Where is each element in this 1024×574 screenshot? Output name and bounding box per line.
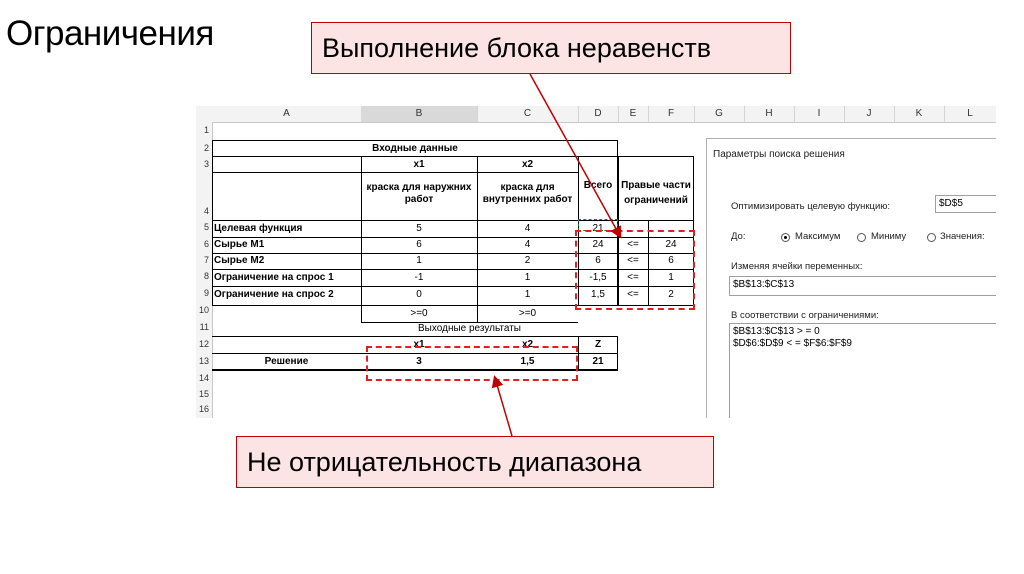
input-data-header[interactable]: Входные данные [372,142,458,154]
column-header-c[interactable]: C [477,106,579,122]
cell-d6[interactable]: 24 [592,239,604,250]
cell-d7[interactable]: 6 [595,255,601,266]
max-label: Максимум [795,231,841,242]
column-header-g[interactable]: G [694,106,745,122]
constraints-label: В соответствии с ограничениями: [731,310,879,321]
row-number[interactable]: 12 [198,339,209,349]
cell-c13[interactable]: 1,5 [520,355,535,367]
solution-label[interactable]: Решение [264,355,309,367]
cell-c9[interactable]: 1 [524,289,531,300]
column-header-k[interactable]: K [894,106,945,122]
column-header-l[interactable]: L [944,106,996,122]
slide-title: Ограничения [6,14,214,53]
value-label: Значения: [940,231,985,242]
out-header-x2[interactable]: x2 [521,339,534,350]
cell-c6[interactable]: 4 [524,239,531,250]
output-header[interactable]: Выходные результаты [418,323,521,334]
row-number[interactable]: 8 [203,271,209,281]
min-label: Миниму [871,231,907,242]
row-number[interactable]: 16 [198,404,209,414]
cell-c10[interactable]: >=0 [518,307,537,319]
row-label[interactable]: Ограничение на спрос 1 [214,271,334,283]
callout-top: Выполнение блока неравенств [311,22,791,74]
column-header-h[interactable]: H [744,106,795,122]
cell-b9[interactable]: 0 [416,289,422,300]
cell-d8[interactable]: -1,5 [589,271,607,283]
header-x2-desc[interactable]: краска для внутренних работ [482,182,573,205]
column-header-e[interactable]: E [618,106,649,122]
callout-bottom: Не отрицательность диапазона [236,436,714,488]
column-header-d[interactable]: D [578,106,619,122]
to-label: До: [731,231,746,242]
row-label[interactable]: Сырье М1 [214,239,265,250]
column-header-b[interactable]: B [361,106,478,122]
cell-f6[interactable]: 24 [665,239,677,250]
header-total[interactable]: Всего [583,179,613,191]
cell-e6[interactable]: <= [627,239,639,250]
row-number[interactable]: 4 [203,206,209,216]
cell-e9[interactable]: <= [627,289,639,300]
cell-d5[interactable]: 21 [592,223,604,234]
cell-b13[interactable]: 3 [416,355,422,367]
cell-c7[interactable]: 2 [524,255,531,266]
column-header-f[interactable]: F [648,106,695,122]
header-x1[interactable]: x1 [413,158,425,170]
cell-e7[interactable]: <= [627,255,639,266]
cell-b6[interactable]: 6 [416,239,422,250]
cell-f9[interactable]: 2 [668,289,674,300]
changing-cells-label: Изменяя ячейки переменных: [731,261,863,272]
arrow-to-constraints [530,74,620,236]
changing-cells-input[interactable]: $B$13:$C$13 [729,276,996,296]
row-label[interactable]: Сырье М2 [214,255,265,266]
cell-f7[interactable]: 6 [668,255,674,266]
row-number[interactable]: 3 [203,159,209,169]
cell-b7[interactable]: 1 [416,255,422,266]
row-number[interactable]: 9 [203,288,209,298]
constraint-item[interactable]: $D$6:$D$9 < = $F$6:$F$9 [733,338,852,349]
cell-b8[interactable]: -1 [414,271,424,283]
header-x1-desc[interactable]: краска для наружних работ [366,182,472,205]
constraint-item[interactable]: $B$13:$C$13 > = 0 [733,326,820,337]
row-number[interactable]: 5 [203,222,209,232]
row-number[interactable]: 2 [203,143,209,153]
column-header-i[interactable]: I [794,106,845,122]
cell-f8[interactable]: 1 [668,271,674,283]
cell-d13[interactable]: 21 [592,355,604,367]
row-label[interactable]: Целевая функция [214,223,303,234]
cell-b10[interactable]: >=0 [410,307,428,319]
row-number[interactable]: 7 [203,255,209,265]
cell-c8[interactable]: 1 [524,271,531,283]
out-header-x1[interactable]: x1 [413,339,425,350]
objective-input[interactable]: $D$5 [935,195,996,213]
cell-b5[interactable]: 5 [416,223,422,234]
row-number[interactable]: 6 [203,239,209,249]
row-number[interactable]: 14 [198,373,209,383]
objective-label: Оптимизировать целевую функцию: [731,201,891,212]
row-number[interactable]: 13 [198,356,209,366]
arrow-to-solution [495,378,512,436]
row-number[interactable]: 11 [199,322,209,332]
out-header-z[interactable]: Z [594,339,602,350]
row-label[interactable]: Ограничение на спрос 2 [214,289,334,300]
header-rhs[interactable]: Правые части ограничений [621,180,691,206]
cell-c5[interactable]: 4 [524,223,531,234]
cell-d9[interactable]: 1,5 [591,289,605,300]
row-number[interactable]: 1 [203,125,209,135]
row-number[interactable]: 10 [198,305,209,315]
cell-e8[interactable]: <= [627,271,639,283]
column-header-a[interactable]: A [212,106,362,122]
column-header-j[interactable]: J [844,106,895,122]
header-x2[interactable]: x2 [521,158,534,170]
solver-dialog-title: Параметры поиска решения [713,149,845,160]
row-number[interactable]: 15 [198,389,209,399]
